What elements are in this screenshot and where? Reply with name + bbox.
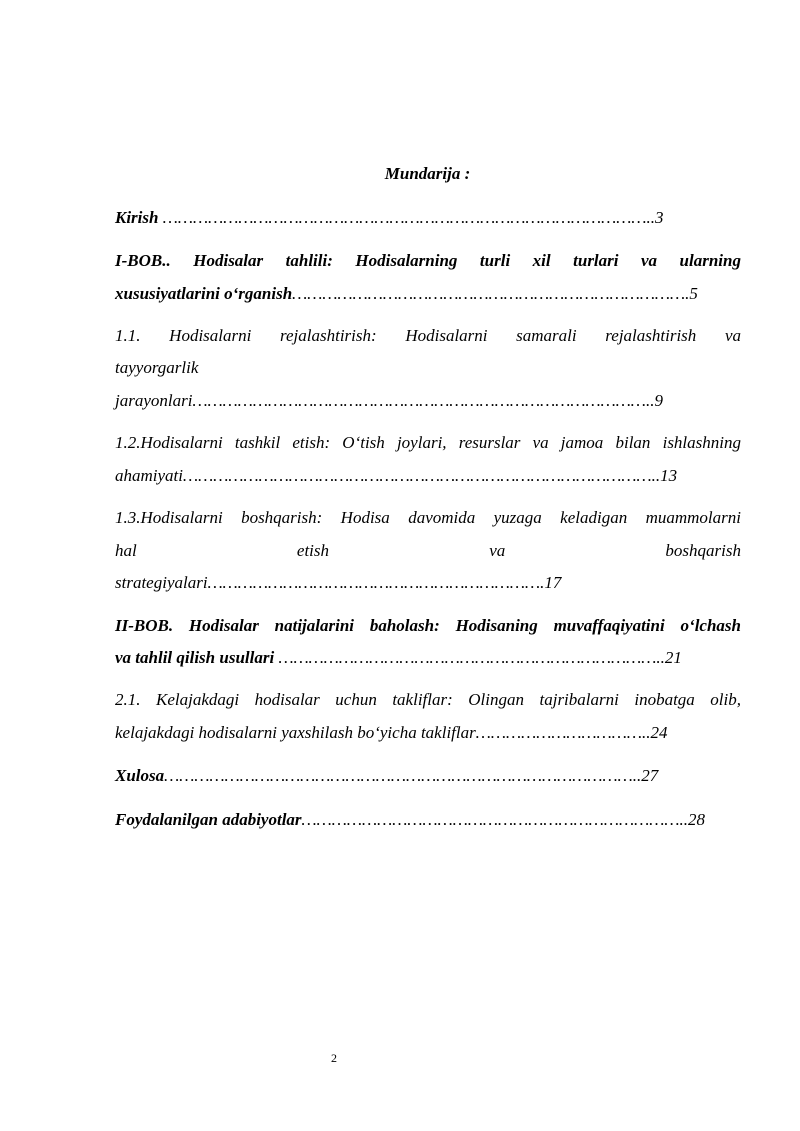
toc-label: kelajakdagi hodisalarni yaxshilash bo‘yicha takliflar: [115, 723, 476, 742]
toc-page-number: .5: [685, 284, 698, 303]
toc-entry-adabiyotlar[interactable]: [115, 810, 741, 830]
toc-entry-2-1-line1[interactable]: 2.1. Kelajakdagi hodisalar uchun takliflar: Olingan tajribalarni inobatga olib,: [115, 690, 741, 709]
page-title: Mundarija :: [384, 164, 471, 183]
toc-entry-1-1-line3[interactable]: [115, 391, 741, 411]
toc-label: Kirish: [115, 208, 163, 227]
toc-leader: ………………………………………………………….: [207, 573, 545, 592]
toc-page-number: ..3: [646, 208, 664, 227]
toc-entry-bob1-line1[interactable]: I-BOB.. Hodisalar tahlili: Hodisalarning turli xil turlari va ularning: [115, 251, 741, 270]
page-footer-number: 2: [331, 1051, 337, 1065]
toc-entry-xulosa[interactable]: [115, 766, 741, 786]
toc-entry-1-3-line3[interactable]: [115, 573, 741, 593]
toc-entry-bob2-line2[interactable]: [115, 648, 741, 668]
toc-leader: ……………………………………………………………………: [292, 284, 686, 303]
toc-leader: …………………………………………………………………………………: [183, 466, 652, 485]
toc-entry-2-1-line2[interactable]: [115, 723, 741, 743]
toc-entry-kirish[interactable]: [115, 208, 741, 228]
toc-label: jarayonlari: [115, 391, 193, 410]
toc-entry-bob1-line2[interactable]: [115, 284, 741, 304]
toc-entry-bob2-line1[interactable]: II-BOB. Hodisalar natijalarini baholash: Hodisaning muvaffaqiyatini o‘lchash: [115, 616, 741, 635]
toc-entry-1-3-line2[interactable]: hal etish va boshqarish: [115, 541, 741, 560]
toc-leader: …………………………………………………………………..: [278, 648, 665, 667]
toc-leader: …………………………………………………………………..: [301, 810, 688, 829]
toc-leader: …………………………….: [475, 723, 647, 742]
toc-page-number: 17: [544, 573, 562, 592]
toc-label: Xulosa: [115, 766, 165, 785]
toc-entry-1-2-line2[interactable]: [115, 466, 741, 486]
toc-label: Foydalanilgan adabiyotlar: [115, 810, 302, 829]
toc-label: ahamiyati: [115, 466, 183, 485]
toc-leader: ………………………………………………………………………………….: [164, 766, 637, 785]
toc-label: va tahlil qilish usullari: [115, 648, 279, 667]
toc-entry-1-1-line1[interactable]: 1.1. Hodisalarni rejalashtirish: Hodisalarni samarali rejalashtirish va: [115, 326, 741, 345]
toc-page-number: ..13: [651, 466, 678, 485]
toc-page-number: 28: [687, 810, 705, 829]
toc-entry-1-1-line2[interactable]: tayyorgarlik: [115, 358, 199, 377]
toc-page-number: .24: [646, 723, 668, 742]
toc-label: strategiyalari: [115, 573, 208, 592]
toc-page-number: 21: [664, 648, 682, 667]
toc-label: xususiyatlarini o‘rganish: [115, 284, 293, 303]
toc-leader: ……………………………………………………………………………………: [162, 208, 647, 227]
toc-page-number: ..9: [645, 391, 663, 410]
toc-entry-1-2-line1[interactable]: 1.2.Hodisalarni tashkil etish: O‘tish joylari, resurslar va jamoa bilan ishlashning: [115, 433, 741, 452]
toc-page-number: .27: [636, 766, 659, 785]
toc-entry-1-3-line1[interactable]: 1.3.Hodisalarni boshqarish: Hodisa davomida yuzaga keladigan muammolarni: [115, 508, 741, 527]
toc-leader: ………………………………………………………………………………: [192, 391, 646, 410]
